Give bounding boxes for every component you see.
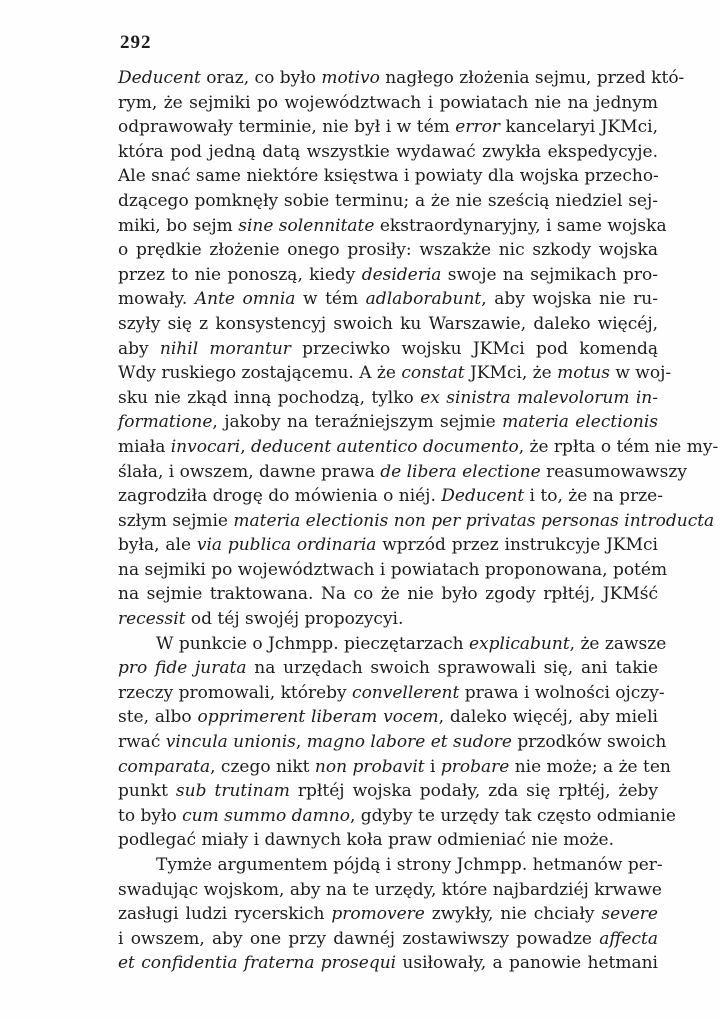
text-segment: , gdyby te urzędy tak często odmianie (349, 805, 676, 826)
text-segment: ste, albo (118, 707, 198, 728)
text-line (118, 312, 658, 337)
text-segment: na sejmiki po województwach i powiatach proponowana, potém (118, 559, 668, 580)
italic-latin-phrase: pro fide jurata (118, 658, 247, 679)
text-segment: zwykły, nie chciały (424, 904, 602, 925)
italic-latin-phrase: ex sinistra malevolorum in- (420, 387, 658, 408)
italic-latin-phrase: opprimerent liberam vocem (197, 707, 439, 728)
italic-latin-phrase: sine solennitate (238, 215, 375, 236)
text-segment: miki, bo sejm (118, 215, 239, 236)
text-segment: na sejmie traktowana. Na co że nie było zgody rpłtéj, JKMść (118, 584, 658, 605)
text-segment: , jakoby na teraźniejszym sejmie (212, 412, 503, 433)
text-segment: oraz, co było (200, 68, 322, 88)
italic-latin-phrase: materia electionis (502, 412, 658, 433)
text-segment: Wdy ruskiego zostającemu. A że (118, 363, 402, 384)
text-line (118, 115, 658, 140)
text-segment: i to, że na prze- (524, 486, 663, 507)
text-line (118, 755, 671, 780)
text-line (118, 804, 676, 829)
text-segment: w tém (295, 289, 366, 310)
text-line (118, 386, 658, 411)
text-line (118, 361, 672, 386)
body-text (118, 66, 719, 976)
text-segment: , (295, 732, 307, 753)
italic-latin-phrase: explicabunt (468, 633, 570, 654)
text-segment: była, ale (118, 535, 197, 556)
italic-latin-phrase: Deducent (118, 68, 201, 88)
text-segment: przez to nie ponoszą, kiedy (118, 264, 362, 285)
text-segment: JKMci, że (464, 363, 558, 384)
italic-latin-phrase: sub trutinam (175, 781, 290, 802)
text-segment: zasługi ludzi rycerskich (118, 904, 332, 925)
text-line (118, 410, 658, 435)
text-segment: i (424, 756, 441, 777)
text-segment: usiłowały, a panowie hetmani (396, 953, 658, 974)
text-line (118, 927, 658, 952)
text-segment: punkt (118, 781, 176, 802)
text-segment: , że zawsze (569, 633, 667, 654)
text-segment: kancelaryi JKMci, (499, 117, 658, 138)
text-segment: w woj- (609, 363, 672, 384)
text-line (118, 828, 658, 853)
italic-latin-phrase: magno labore et sudore (306, 732, 512, 753)
text-segment: ekstraordynaryjny, i same wojska (374, 215, 667, 236)
italic-latin-phrase: vincula unionis (165, 732, 296, 753)
text-segment: rwać (118, 732, 166, 753)
italic-latin-phrase: promovere (331, 904, 425, 925)
italic-latin-phrase: nihil morantur (159, 338, 291, 359)
italic-latin-phrase: severe (601, 904, 658, 925)
italic-latin-phrase: de libera electione (380, 461, 541, 482)
italic-latin-phrase: et confidentia fraterna prosequi (118, 953, 397, 974)
text-segment: podlegać miały i dawnych koła praw odmieniać nie może. (118, 830, 614, 851)
text-segment: która pod jedną datą wszystkie wydawać zwykła ekspedycyje. (118, 141, 658, 162)
text-line (118, 337, 658, 362)
text-line (118, 951, 658, 976)
text-segment: przodków swoich (511, 732, 667, 753)
text-line (118, 164, 658, 189)
text-line (118, 238, 658, 263)
italic-latin-phrase: comparata (118, 756, 211, 777)
italic-latin-phrase: cum summo damno (182, 805, 350, 826)
text-segment: przeciwko wojsku JKMci pod komendą (290, 338, 658, 359)
text-segment: to było (118, 805, 183, 826)
text-line (118, 263, 658, 288)
text-segment: wprzód przez instrukcyje JKMci (376, 535, 658, 556)
italic-latin-phrase: desideria (361, 264, 442, 285)
italic-latin-phrase: deducent autentico documento (251, 436, 519, 457)
italic-latin-phrase: Ante omnia (194, 289, 296, 310)
page-number: 292 (120, 32, 152, 53)
text-segment: Tymże argumentem pójdą i strony Jchmpp. hetmanów per- (156, 855, 663, 875)
italic-latin-phrase: invocari (170, 436, 241, 457)
italic-latin-phrase: recessit (118, 609, 186, 630)
text-segment: o prędkie złożenie onego prosiły: wszakże nic szkody wojska (118, 240, 658, 261)
text-line (118, 853, 663, 878)
text-segment: od téj swojéj propozycyi. (185, 609, 404, 630)
text-line (118, 189, 658, 214)
italic-latin-phrase: Deducent (441, 486, 525, 507)
italic-latin-phrase: via publica ordinaria (196, 535, 377, 556)
text-segment: rzeczy promowali, któreby (118, 682, 353, 703)
text-line (118, 656, 658, 681)
text-line (118, 558, 668, 583)
text-segment: dzącego pomknęły sobie terminu; a że nie sześcią niedziel sej- (118, 190, 658, 211)
text-line (118, 878, 662, 903)
text-line (118, 66, 685, 91)
text-segment: swoje na sejmikach pro- (441, 264, 658, 285)
text-segment: nagłego złożenia sejmu, przed któ- (379, 68, 685, 88)
text-line (118, 705, 658, 730)
text-segment: rpłtéj wojska podały, zda się rpłtéj, żeby (289, 781, 658, 802)
italic-latin-phrase: constat (401, 363, 465, 384)
text-segment: , (240, 436, 252, 457)
text-line (118, 730, 667, 755)
text-segment: , że rpłta o tém nie my- (518, 436, 719, 457)
text-line (118, 460, 687, 485)
text-segment: swadując wojskom, aby na te urzędy, które najbardziéj krwawe (118, 879, 662, 900)
italic-latin-phrase: convellerent (352, 682, 460, 703)
text-line (118, 533, 658, 558)
text-line (118, 435, 719, 460)
italic-latin-phrase: formatione (118, 412, 213, 433)
text-line (118, 681, 665, 706)
text-segment: miała (118, 436, 171, 457)
text-segment: reasumowawszy (540, 461, 687, 482)
text-segment: ślała, i owszem, dawne prawa (118, 461, 381, 482)
text-segment: na urzędach swoich sprawowali się, ani takie (246, 658, 659, 679)
text-line (118, 214, 667, 239)
text-segment: W punkcie o Jchmpp. pieczętarzach (156, 633, 469, 654)
text-segment: odprawowały terminie, nie był i w tém (118, 117, 456, 138)
text-segment: zagrodziła drogę do mówienia o niéj. (118, 486, 442, 507)
text-line (118, 632, 667, 657)
text-segment: rym, że sejmiki po województwach i powiatach nie na jednym (118, 92, 658, 113)
text-segment: mowały. (118, 289, 195, 310)
text-line (118, 91, 658, 116)
text-line (118, 902, 658, 927)
text-line (118, 140, 658, 165)
text-line (118, 484, 663, 509)
italic-latin-phrase: probare (440, 756, 510, 777)
text-segment: sku nie zkąd inną pochodzą, tylko (118, 387, 421, 408)
text-segment: , daleko więcéj, aby mieli (438, 707, 658, 728)
text-line (118, 607, 658, 632)
text-segment: Ale snać same niektóre księstwa i powiaty dla wojska przecho- (118, 166, 659, 187)
text-segment: szyły się z konsystencyj swoich ku Warszawie, daleko więcéj, (118, 313, 658, 334)
italic-latin-phrase: adlaborabunt (365, 289, 482, 310)
text-segment: aby (118, 338, 160, 359)
italic-latin-phrase: affecta (599, 928, 658, 949)
text-line (118, 509, 715, 534)
italic-latin-phrase: error (455, 117, 500, 138)
text-segment: i owszem, aby one przy dawnéj zostawiwszy powadze (118, 928, 600, 949)
italic-latin-phrase: motivo (321, 68, 380, 88)
text-line (118, 582, 658, 607)
italic-latin-phrase: motus (557, 363, 610, 384)
text-segment: , czego nikt (210, 756, 315, 777)
text-segment: szłym sejmie (118, 510, 234, 531)
text-segment: nie może; a że ten (509, 756, 671, 777)
italic-latin-phrase: materia electionis non per privatas personas introducta (233, 510, 715, 531)
text-segment: prawa i wolności ojczy- (459, 682, 665, 703)
text-line (118, 779, 658, 804)
text-segment: , aby wojska nie ru- (481, 289, 659, 310)
italic-latin-phrase: non probavit (314, 756, 425, 777)
text-line (118, 287, 658, 312)
